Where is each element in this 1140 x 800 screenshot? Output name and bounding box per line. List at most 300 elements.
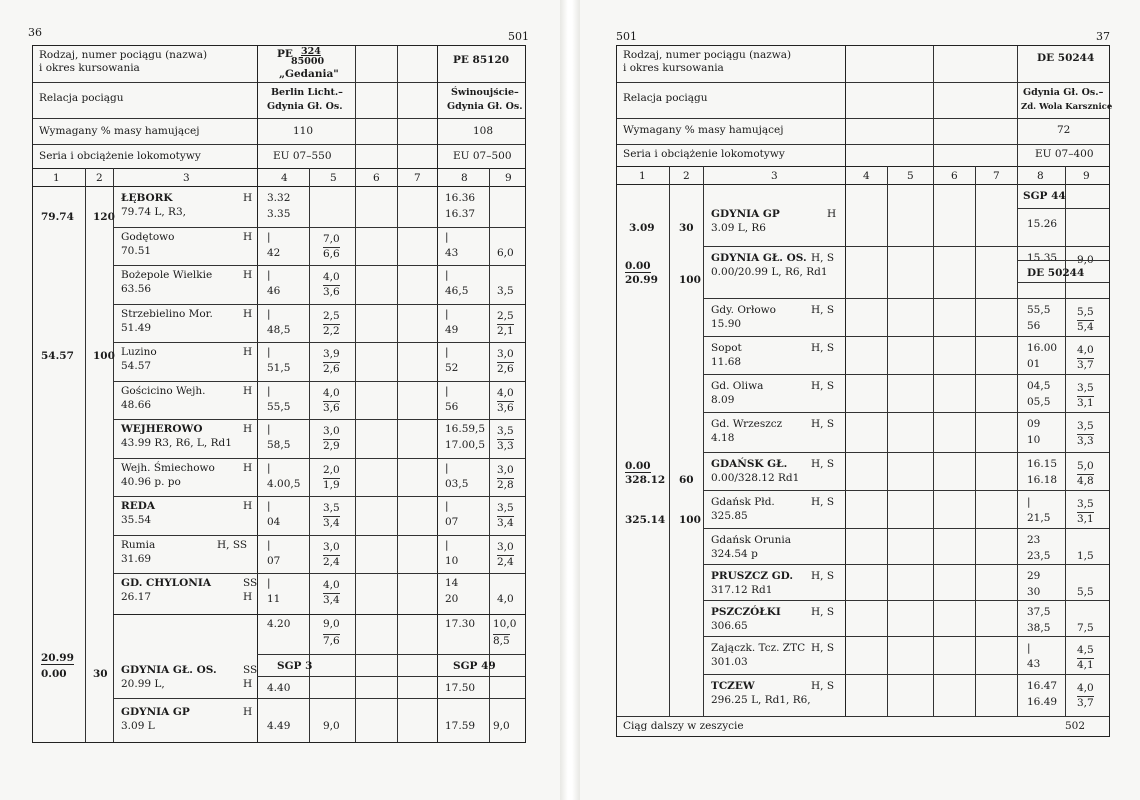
time-cell: 51,5 <box>267 362 291 374</box>
row-divider <box>703 452 1109 453</box>
left-page-number: 36 <box>28 26 42 39</box>
station-info: 11.68 <box>711 356 742 368</box>
km-gdynia-os-b: 0.00 <box>41 668 67 680</box>
time-cell: 23,5 <box>1027 550 1051 562</box>
row-divider <box>703 374 1109 375</box>
row-divider <box>113 496 525 497</box>
row-divider <box>1017 260 1109 261</box>
r-col-num-1: 1 <box>639 170 646 182</box>
r-train-relation-1: Gdynia Gł. Os.– <box>1023 87 1104 98</box>
row-divider <box>113 698 525 699</box>
time-cell: 04 <box>267 516 281 528</box>
train1-name: „Gedania" <box>279 68 339 80</box>
r-footer-next-section: 502 <box>1065 720 1086 732</box>
station-flag: H, S <box>811 418 835 430</box>
r-col-num-2: 2 <box>683 170 690 182</box>
runtime-cell: 4,0 <box>323 386 340 399</box>
runtime-cell: 3,4 <box>323 594 340 606</box>
station-flag: H <box>827 208 837 220</box>
runtime-cell: 9,0 <box>493 720 510 732</box>
sgp-label: SGP 49 <box>453 660 496 672</box>
runtime-cell: 4,0 <box>1077 344 1094 356</box>
station-flag: H, S <box>811 496 835 508</box>
time-cell: 17.59 <box>445 720 476 732</box>
time-cell: | <box>267 346 271 358</box>
speed-120: 120 <box>93 211 115 223</box>
right-timetable <box>616 45 1113 737</box>
time-cell: 29 <box>1027 570 1041 582</box>
train2-name: PE 85120 <box>453 54 510 66</box>
r-col-num-9: 9 <box>1083 170 1090 182</box>
station-info: 43.99 R3, R6, L, Rd1 <box>121 437 232 449</box>
time-cell: | <box>445 500 449 512</box>
runtime-cell: 3,3 <box>497 440 514 452</box>
r-speed-a: 30 <box>679 222 694 234</box>
r-train-name: DE 50244 <box>1037 52 1095 64</box>
r-train-brake: 72 <box>1057 124 1071 136</box>
runtime-cell: 2,5 <box>497 309 514 322</box>
runtime-cell: 4,0 <box>323 579 340 591</box>
time-cell: | <box>445 384 449 397</box>
time-cell: | <box>1027 496 1031 508</box>
station-flag: H, SS <box>217 538 248 551</box>
time-cell: 58,5 <box>267 439 291 451</box>
col-num-5: 5 <box>330 172 337 184</box>
runtime-cell: 9,0 <box>323 618 340 630</box>
time-cell: 38,5 <box>1027 622 1051 634</box>
runtime-cell: 4,0 <box>497 386 514 399</box>
runtime-cell: 9,0 <box>323 720 340 732</box>
right-section-number: 501 <box>616 30 637 43</box>
runtime-cell: 3,9 <box>323 348 340 360</box>
station-name: Sopot <box>711 342 742 354</box>
runtime-cell: 7,0 <box>323 232 340 245</box>
train2-brake: 108 <box>473 125 494 137</box>
station-flag: H, S <box>811 680 835 692</box>
row-divider <box>113 265 525 266</box>
station-name: Wejh. Śmiechowo <box>121 461 215 474</box>
runtime-cell: 3,5 <box>497 285 514 297</box>
station-flag-2: H <box>243 678 253 690</box>
r-speed-c: 60 <box>679 474 694 486</box>
time-cell: 14 <box>445 577 459 589</box>
station-name: Gd. Wrzeszcz <box>711 418 783 430</box>
row-divider <box>703 412 1109 413</box>
time-cell: | <box>267 384 271 397</box>
r-relation-label: Relacja pociągu <box>623 92 708 104</box>
station-name: TCZEW <box>711 680 755 692</box>
runtime-cell: 8,5 <box>493 635 510 647</box>
row-divider <box>703 636 1109 637</box>
r-km-b: 0.00 <box>625 260 651 272</box>
row-divider <box>703 490 1109 491</box>
row-divider <box>703 674 1109 675</box>
station-info: 325.85 <box>711 510 748 522</box>
time-cell: 07 <box>267 554 281 567</box>
station-name: PRUSZCZ GD. <box>711 570 794 582</box>
km-lebork: 79.74 <box>41 211 74 223</box>
station-flag: H <box>243 384 253 397</box>
runtime-cell: 4,0 <box>497 593 514 605</box>
station-flag: H, S <box>811 380 835 392</box>
station-name: Gościcino Wejh. <box>121 384 206 397</box>
station-flag: SS <box>243 577 258 589</box>
station-name: Strzebielino Mor. <box>121 307 213 320</box>
runtime-cell: 2,9 <box>323 440 340 452</box>
station-info: 79.74 L, R3, <box>121 206 186 218</box>
time-cell: 48,5 <box>267 323 291 336</box>
time-cell: 21,5 <box>1027 512 1051 524</box>
station-flag: H <box>243 307 253 320</box>
row-divider <box>1017 208 1109 209</box>
time-cell: 16.37 <box>445 208 476 220</box>
row-divider <box>703 298 1109 299</box>
station-name: GDYNIA GŁ. OS. <box>121 664 217 676</box>
speed-100: 100 <box>93 350 115 362</box>
train1-brake: 110 <box>293 125 314 137</box>
station-name: Rumia <box>121 538 156 551</box>
time-cell: | <box>445 461 449 474</box>
row-divider <box>703 336 1109 337</box>
time-cell: 43 <box>445 246 459 259</box>
station-info: 70.51 <box>121 244 152 257</box>
row-divider <box>113 535 525 536</box>
row-divider <box>113 458 525 459</box>
r-km-e: 328.12 <box>625 474 666 486</box>
r-train-relation-2: Zd. Wola Karsznice <box>1021 102 1113 112</box>
train1-loco: EU 07–550 <box>273 150 332 162</box>
runtime-cell: 4,0 <box>323 271 340 283</box>
left-timetable <box>32 45 526 743</box>
runtime-cell: 3,0 <box>497 463 514 476</box>
time-cell: 16.36 <box>445 192 476 204</box>
station-name: GDAŃSK GŁ. <box>711 458 788 470</box>
train2-relation-2: Gdynia Gł. Os. <box>447 101 523 112</box>
time-cell: 17.50 <box>445 682 476 694</box>
station-flag: H, S <box>811 642 835 654</box>
time-cell: 55,5 <box>1027 304 1051 316</box>
runtime-cell: 3,5 <box>1077 382 1094 394</box>
time-cell: 16.59,5 <box>445 423 486 435</box>
time-cell: | <box>267 230 271 243</box>
station-name: PSZCZÓŁKI <box>711 606 781 618</box>
r-train-loco: EU 07–400 <box>1035 148 1094 160</box>
runtime-cell: 1,9 <box>323 478 340 491</box>
r-col-num-7: 7 <box>993 170 1000 182</box>
time-cell: 46 <box>267 285 281 297</box>
station-info: 63.56 <box>121 283 152 295</box>
time-cell: 49 <box>445 323 459 336</box>
r-col-num-8: 8 <box>1037 170 1044 182</box>
row-divider <box>113 381 525 382</box>
station-name: Gdańsk Płd. <box>711 496 775 508</box>
station-name: Godętowo <box>121 230 175 243</box>
time-cell: 16.49 <box>1027 696 1058 708</box>
time-cell: 16.00 <box>1027 342 1058 354</box>
r-de-label: DE 50244 <box>1027 267 1085 279</box>
runtime-cell: 2,4 <box>323 555 340 568</box>
time-cell: 4.00,5 <box>267 477 301 490</box>
r-speed-d: 100 <box>679 514 701 526</box>
station-flag: H, S <box>811 570 835 582</box>
station-info: 31.69 <box>121 552 152 565</box>
station-flag: H <box>243 192 253 204</box>
speed-30: 30 <box>93 668 108 680</box>
time-cell: | <box>1027 642 1031 654</box>
km-luzino: 54.57 <box>41 350 74 362</box>
time-cell: 10 <box>1027 434 1041 446</box>
station-name: Luzino <box>121 346 157 358</box>
time-cell: 09 <box>1027 418 1041 430</box>
train1-type: PE <box>277 48 293 60</box>
header-label-line1: Rodzaj, numer pociągu (nazwa) <box>39 49 208 61</box>
r-loco-label: Seria i obciążenie lokomotywy <box>623 148 785 160</box>
time-cell: 17.30 <box>445 618 476 630</box>
time-cell: 56 <box>1027 320 1041 332</box>
station-info: 324.54 p <box>711 548 758 560</box>
train1-relation-2: Gdynia Gł. Os. <box>267 101 343 112</box>
left-section-number: 501 <box>508 30 529 43</box>
station-flag: H <box>243 230 253 243</box>
time-cell: 46,5 <box>445 285 469 297</box>
station-info: 301.03 <box>711 656 748 668</box>
col-num-2: 2 <box>96 172 103 184</box>
train1-num-bottom: 85000 <box>291 56 325 67</box>
row-divider <box>1017 282 1109 283</box>
runtime-cell: 2,5 <box>323 309 340 322</box>
right-page <box>580 0 1140 800</box>
runtime-cell: 2,4 <box>497 555 514 568</box>
r-km-a: 3.09 <box>629 222 655 234</box>
r-brake-label: Wymagany % masy hamującej <box>623 124 784 136</box>
time-cell: | <box>445 269 449 281</box>
runtime-cell: 5,5 <box>1077 586 1094 598</box>
station-flag: H <box>243 706 253 718</box>
time-cell: 55,5 <box>267 400 291 413</box>
runtime-cell: 4,0 <box>1077 682 1094 694</box>
station-info: 296.25 L, Rd1, R6, <box>711 694 811 706</box>
time-cell: | <box>267 423 271 435</box>
row-divider <box>703 564 1109 565</box>
r-sgp44: SGP 44 <box>1023 190 1066 202</box>
runtime-cell: 9,0 <box>1077 254 1094 266</box>
row-divider <box>257 676 525 677</box>
runtime-cell: 3,6 <box>497 401 514 414</box>
station-info: 48.66 <box>121 398 152 411</box>
train1-relation-1: Berlin Licht.– <box>271 87 343 98</box>
row-divider <box>703 528 1109 529</box>
station-flag: H <box>243 461 253 474</box>
station-name: Zajączk. Tcz. ZTC <box>711 642 806 654</box>
station-info: 4.18 <box>711 432 735 444</box>
station-name: GDYNIA GP <box>711 208 780 220</box>
station-name: Bożepole Wielkie <box>121 269 213 281</box>
station-flag: H <box>243 346 253 358</box>
station-name: Gdańsk Orunia <box>711 534 791 546</box>
row-divider <box>113 227 525 228</box>
runtime-cell: 3,1 <box>1077 397 1094 409</box>
time-cell: 15.35 <box>1027 252 1058 264</box>
r-col-num-6: 6 <box>951 170 958 182</box>
runtime-cell: 10,0 <box>493 618 517 630</box>
runtime-cell: 2,2 <box>323 324 340 337</box>
runtime-cell: 3,5 <box>497 502 514 514</box>
time-cell: 10 <box>445 554 459 567</box>
station-flag: H <box>243 269 253 281</box>
time-cell: | <box>267 269 271 281</box>
runtime-cell: 3,0 <box>497 540 514 553</box>
time-cell: 16.15 <box>1027 458 1058 470</box>
r-col-num-4: 4 <box>863 170 870 182</box>
time-cell: 30 <box>1027 586 1041 598</box>
col-num-8: 8 <box>461 172 468 184</box>
time-cell: | <box>445 346 449 358</box>
col-num-1: 1 <box>53 172 60 184</box>
time-cell: | <box>267 500 271 512</box>
station-info: 3.09 L, R6 <box>711 222 766 234</box>
station-name: GDYNIA GŁ. OS. <box>711 252 807 264</box>
runtime-cell: 2,6 <box>497 363 514 375</box>
row-divider <box>113 304 525 305</box>
km-gdynia-os-a: 20.99 <box>41 652 74 664</box>
runtime-cell: 3,5 <box>1077 498 1094 510</box>
time-cell: 20 <box>445 593 459 605</box>
time-cell: 16.18 <box>1027 474 1058 486</box>
r-km-c: 20.99 <box>625 274 658 286</box>
runtime-cell: 3,4 <box>323 517 340 529</box>
station-name: REDA <box>121 500 155 512</box>
time-cell: 11 <box>267 593 281 605</box>
time-cell: | <box>267 307 271 320</box>
station-flag-2: H <box>243 591 253 603</box>
time-cell: | <box>267 577 271 589</box>
time-cell: 37,5 <box>1027 606 1051 618</box>
runtime-cell: 3,1 <box>1077 513 1094 525</box>
station-flag: H <box>243 500 253 512</box>
runtime-cell: 6,6 <box>323 247 340 260</box>
station-name: GDYNIA GP <box>121 706 190 718</box>
runtime-cell: 3,0 <box>323 540 340 553</box>
col-num-4: 4 <box>281 172 288 184</box>
station-name: Gdy. Orłowo <box>711 304 776 316</box>
station-info: 20.99 L, <box>121 678 165 690</box>
time-cell: 43 <box>1027 658 1041 670</box>
r-header-label-line2: i okres kursowania <box>623 62 724 74</box>
runtime-cell: 3,0 <box>323 425 340 437</box>
station-name: Gd. Oliwa <box>711 380 764 392</box>
station-info: 0.00/20.99 L, R6, Rd1 <box>711 266 828 278</box>
time-cell: 16.47 <box>1027 680 1058 692</box>
runtime-cell: 3,5 <box>323 502 340 514</box>
runtime-cell: 5,4 <box>1077 321 1094 333</box>
station-flag: H, S <box>811 458 835 470</box>
col-num-9: 9 <box>505 172 512 184</box>
runtime-cell: 3,3 <box>1077 435 1094 447</box>
runtime-cell: 1,5 <box>1077 550 1094 562</box>
r-footer-continued: Ciąg dalszy w zeszycie <box>623 720 744 732</box>
time-cell: 4.20 <box>267 618 291 630</box>
runtime-cell: 3,0 <box>497 348 514 360</box>
time-cell: 17.00,5 <box>445 439 486 451</box>
time-cell: 23 <box>1027 534 1041 546</box>
book-gutter <box>560 0 580 800</box>
station-name: ŁĘBORK <box>121 192 173 204</box>
runtime-cell: 7,6 <box>323 635 340 647</box>
station-info: 317.12 Rd1 <box>711 584 773 596</box>
station-info: 8.09 <box>711 394 735 406</box>
train1-num-top: 324 <box>301 46 321 57</box>
runtime-cell: 3,6 <box>323 401 340 414</box>
runtime-cell: 2,0 <box>323 463 340 476</box>
time-cell: 4.49 <box>267 720 291 732</box>
col-num-6: 6 <box>373 172 380 184</box>
r-col-num-3: 3 <box>771 170 778 182</box>
header-label-line2: i okres kursowania <box>39 62 140 74</box>
time-cell: 4.40 <box>267 682 291 694</box>
time-cell: 05,5 <box>1027 396 1051 408</box>
station-info: 0.00/328.12 Rd1 <box>711 472 800 484</box>
row-divider <box>703 246 1109 247</box>
station-name: GD. CHYLONIA <box>121 577 211 589</box>
row-divider <box>113 573 525 574</box>
runtime-cell: 5,5 <box>1077 306 1094 318</box>
runtime-cell: 3,7 <box>1077 359 1094 371</box>
runtime-cell: 4,1 <box>1077 659 1094 671</box>
station-info: 51.49 <box>121 321 152 334</box>
runtime-cell: 2,1 <box>497 324 514 337</box>
time-cell: | <box>445 230 449 243</box>
row-divider <box>113 614 525 615</box>
time-cell: 03,5 <box>445 477 469 490</box>
station-info: 3.09 L <box>121 720 155 732</box>
r-header-label-line1: Rodzaj, numer pociągu (nazwa) <box>623 49 792 61</box>
runtime-cell: 2,6 <box>323 363 340 375</box>
time-cell: 3.35 <box>267 208 291 220</box>
time-cell: 42 <box>267 246 281 259</box>
col-num-7: 7 <box>414 172 421 184</box>
row-divider <box>703 600 1109 601</box>
station-flag: SS <box>243 664 258 676</box>
col-num-3: 3 <box>183 172 190 184</box>
runtime-cell: 2,8 <box>497 478 514 491</box>
left-page <box>0 0 560 800</box>
row-divider <box>113 419 525 420</box>
time-cell: 56 <box>445 400 459 413</box>
time-cell: 01 <box>1027 358 1041 370</box>
runtime-cell: 3,4 <box>497 517 514 529</box>
station-flag: H, S <box>811 252 835 264</box>
station-info: 35.54 <box>121 514 152 526</box>
time-cell: | <box>445 307 449 320</box>
station-info: 26.17 <box>121 591 152 603</box>
runtime-cell: 7,5 <box>1077 622 1094 634</box>
r-km-d: 0.00 <box>625 460 651 472</box>
runtime-cell: 3,5 <box>1077 420 1094 432</box>
station-info: 306.65 <box>711 620 748 632</box>
station-flag: H, S <box>811 304 835 316</box>
train2-relation-1: Świnoujście– <box>451 87 519 98</box>
station-flag: H, S <box>811 606 835 618</box>
station-info: 40.96 p. po <box>121 475 181 488</box>
time-cell: 04,5 <box>1027 380 1051 392</box>
runtime-cell: 3,5 <box>497 425 514 437</box>
station-flag: H, S <box>811 342 835 354</box>
station-name: WEJHEROWO <box>121 423 203 435</box>
relation-label: Relacja pociągu <box>39 92 124 104</box>
row-divider <box>113 342 525 343</box>
r-km-f: 325.14 <box>625 514 666 526</box>
r-col-num-5: 5 <box>907 170 914 182</box>
